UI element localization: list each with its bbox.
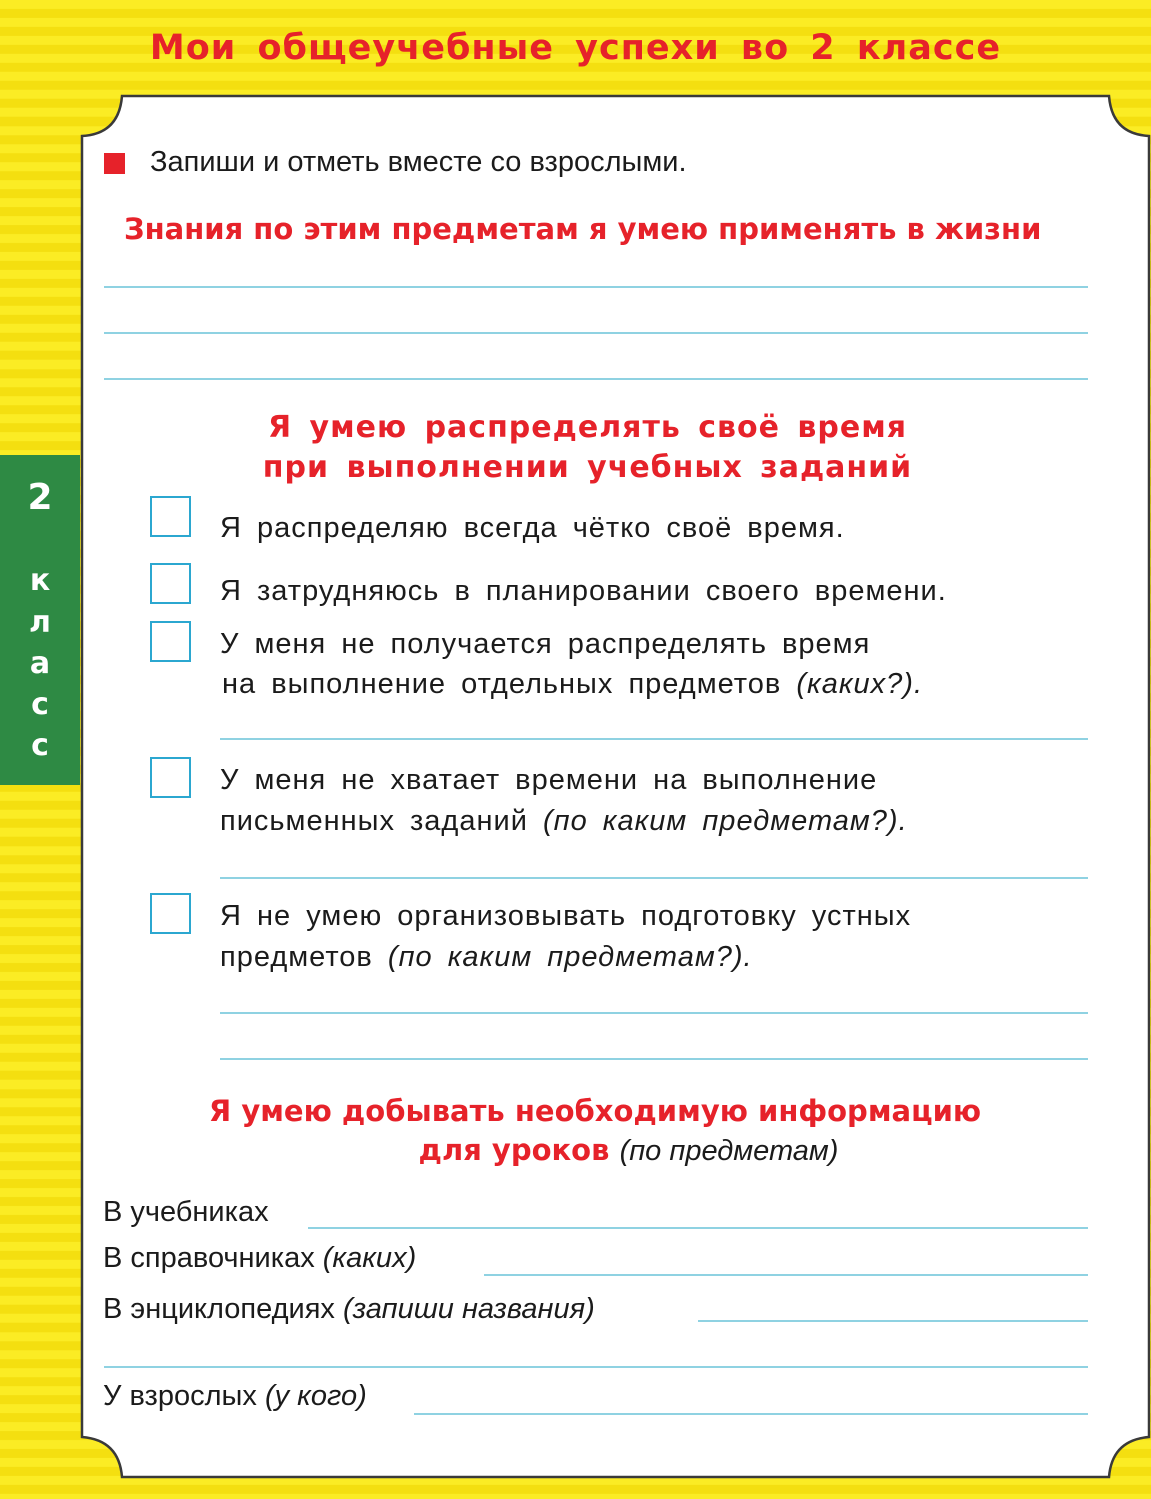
source-label: В учебниках (103, 1196, 269, 1228)
section-heading-knowledge: Знания по этим предметам я умею применять в жизни (124, 212, 1042, 246)
option-checkbox[interactable] (150, 621, 191, 662)
option-text: Я распределяю всегда чётко своё время. (220, 512, 845, 544)
answer-line[interactable] (104, 332, 1088, 334)
answer-line[interactable] (104, 378, 1088, 380)
answer-line[interactable] (220, 877, 1088, 879)
answer-line[interactable] (220, 738, 1088, 740)
option-text: Я не умею организовывать подготовку устных (220, 900, 912, 932)
answer-line[interactable] (414, 1413, 1088, 1415)
answer-line[interactable] (220, 1012, 1088, 1014)
grade-letter: л (29, 605, 51, 640)
section-heading-time-line1: Я умею распределять своё время (268, 410, 907, 445)
grade-letter: с (31, 687, 49, 722)
option-checkbox[interactable] (150, 757, 191, 798)
source-label: В справочниках (каких) (103, 1242, 417, 1274)
option-text: У меня не получается распределять время (220, 628, 871, 660)
option-text: на выполнение отдельных предметов (каких?). (222, 668, 924, 700)
option-checkbox[interactable] (150, 893, 191, 934)
option-text: письменных заданий (по каким предметам?). (220, 805, 908, 837)
grade-letter: а (29, 646, 51, 681)
option-checkbox[interactable] (150, 563, 191, 604)
source-label: В энциклопедиях (запиши названия) (103, 1293, 595, 1325)
grade-letter: к (29, 563, 51, 598)
option-text: Я затрудняюсь в планировании своего времени. (220, 575, 947, 607)
answer-line[interactable] (484, 1274, 1088, 1276)
section-heading-time-line2: при выполнении учебных заданий (262, 450, 913, 485)
section-heading-info-line1: Я умею добывать необходимую информацию (208, 1094, 982, 1128)
instruction-text: Запиши и отметь вместе со взрослыми. (150, 146, 687, 178)
answer-line[interactable] (104, 286, 1088, 288)
page-title: Мои общеучебные успехи во 2 классе (149, 28, 1002, 68)
option-checkbox[interactable] (150, 496, 191, 537)
answer-line[interactable] (104, 1366, 1088, 1368)
answer-line[interactable] (698, 1320, 1088, 1322)
section-heading-info-line2: для уроков (по предметам) (418, 1133, 839, 1167)
option-text: У меня не хватает времени на выполнение (220, 764, 878, 796)
answer-line[interactable] (308, 1227, 1088, 1229)
answer-line[interactable] (220, 1058, 1088, 1060)
grade-letter: с (31, 728, 49, 763)
option-text: предметов (по каким предметам?). (220, 941, 753, 973)
grade-number: 2 (27, 477, 53, 518)
source-label: У взрослых (у кого) (103, 1380, 367, 1412)
bullet-square (104, 153, 125, 174)
